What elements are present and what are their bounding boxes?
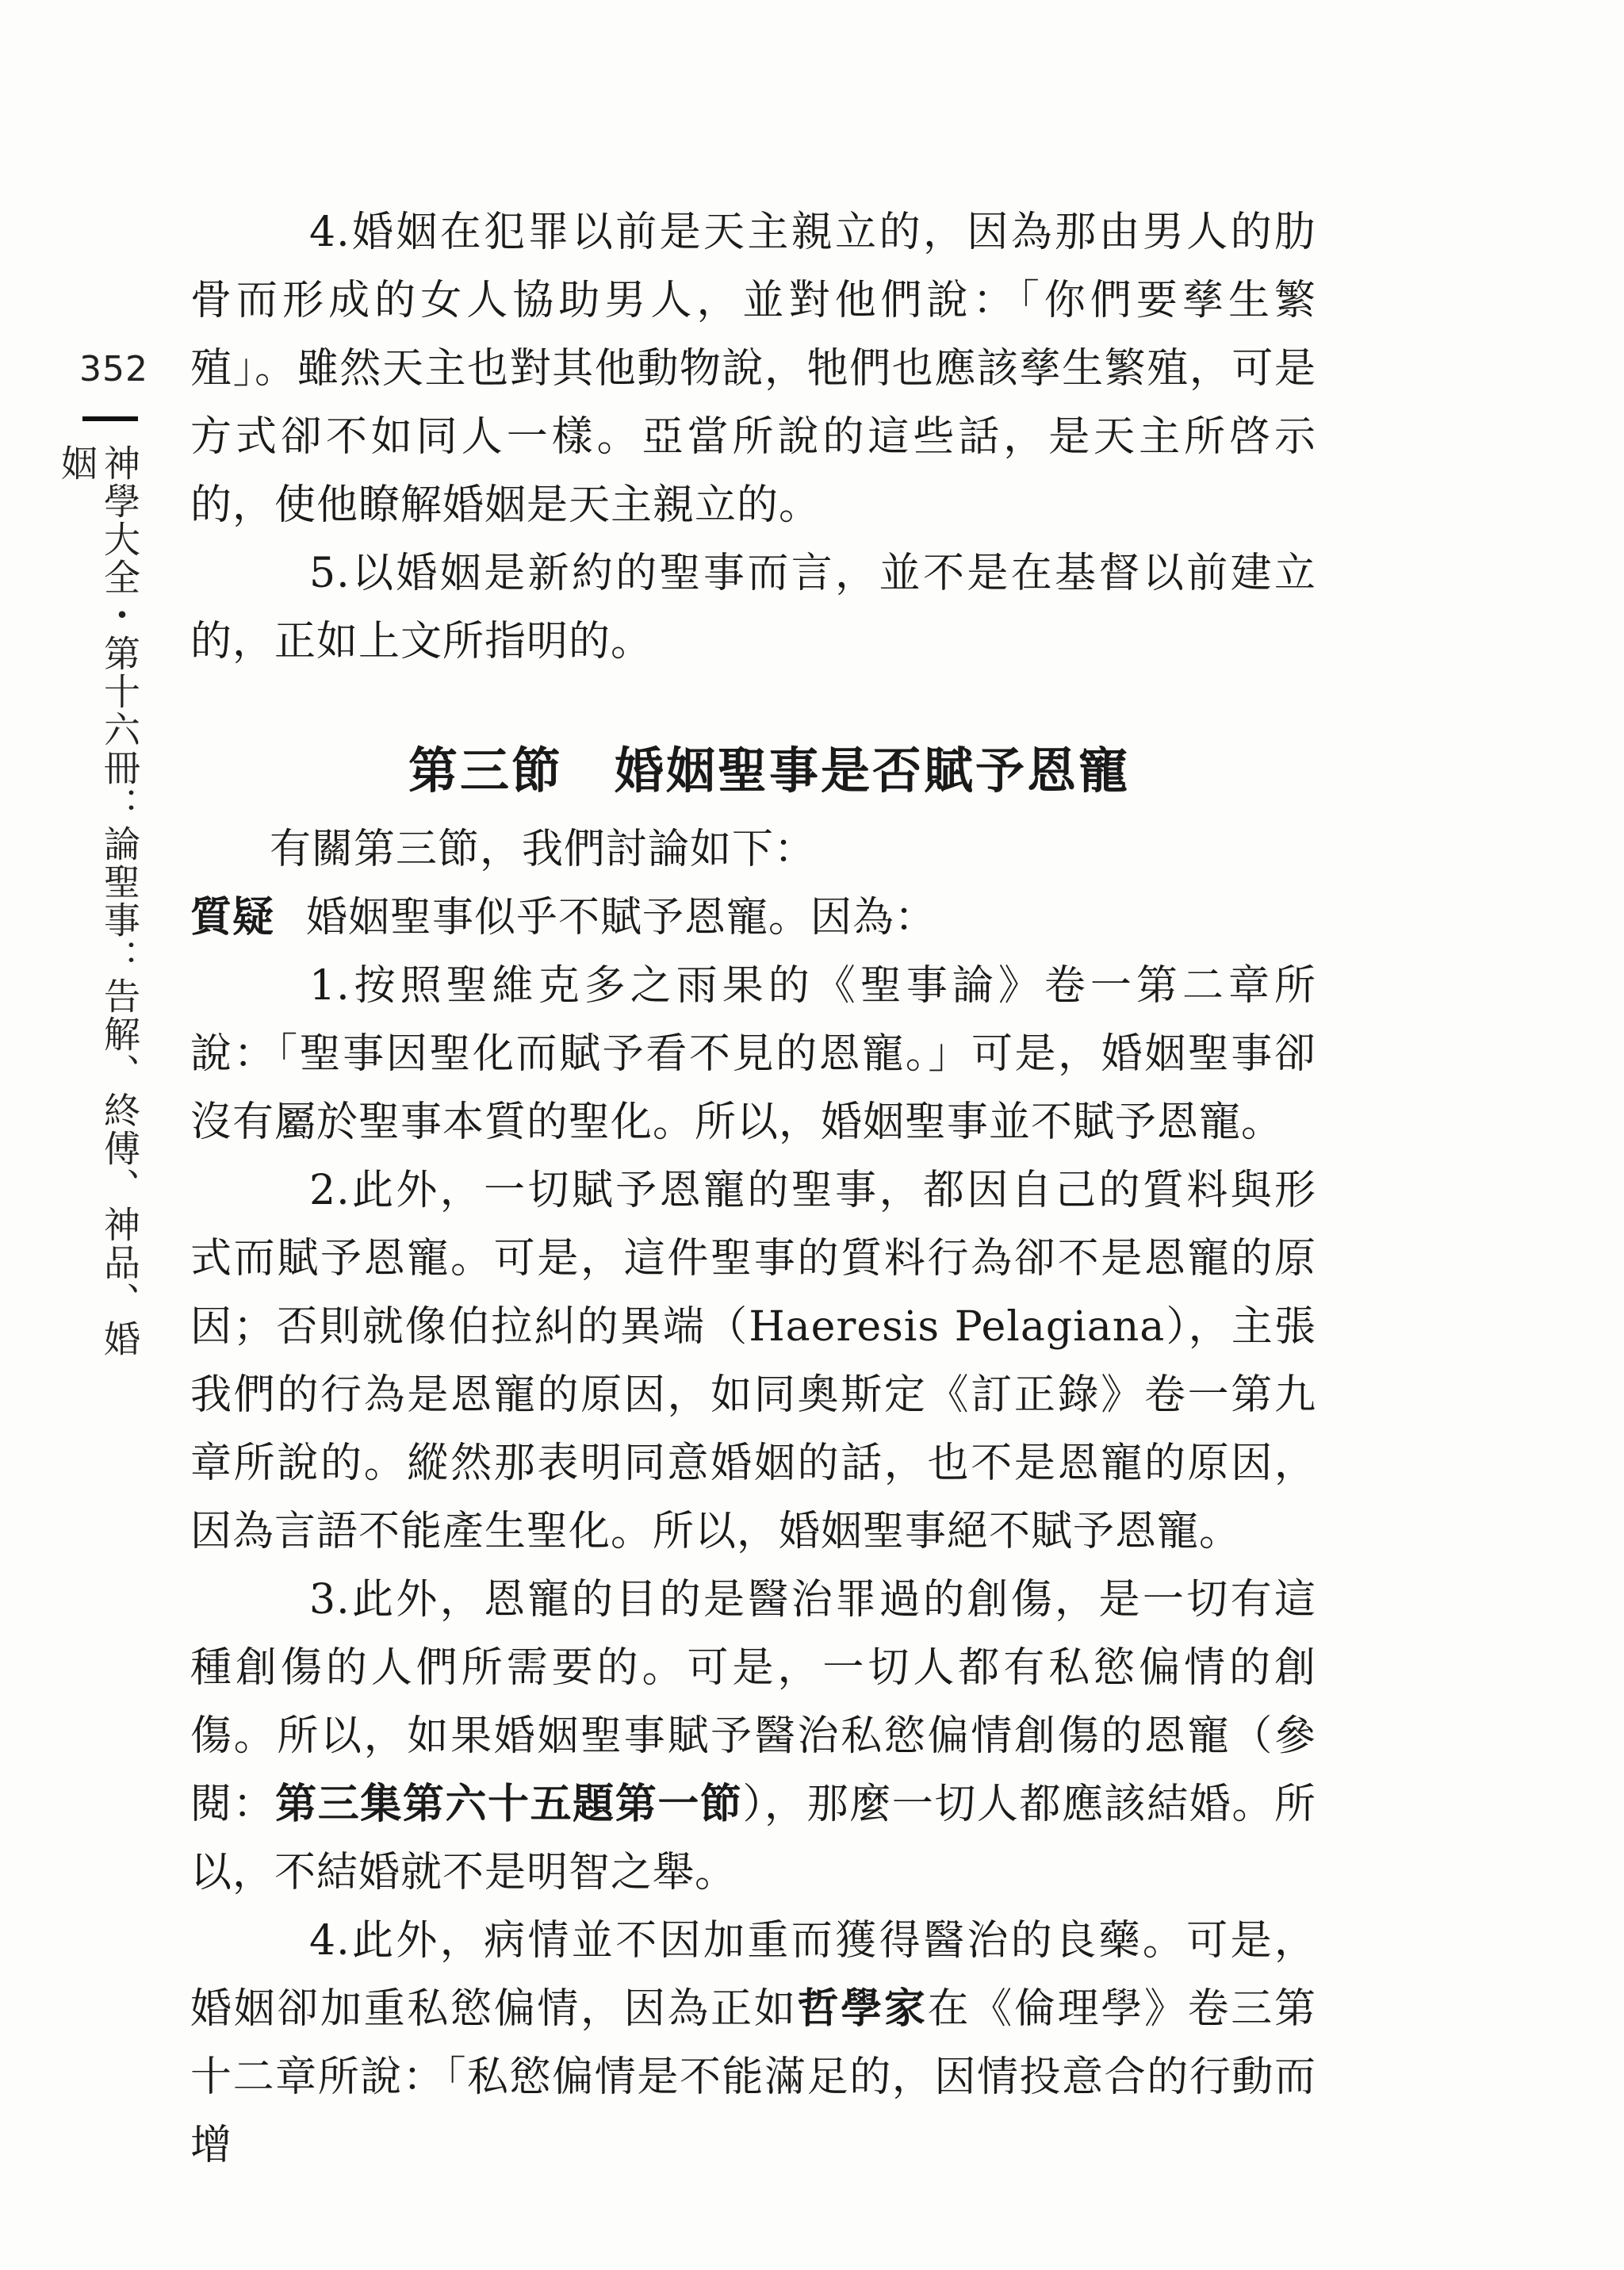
objection-4-part-b: 在《倫理學》卷三第十二章所說：「私慾偏情是不能滿足的，因情投意合的行動而增 — [190, 1985, 1316, 2169]
paragraph-intro-4: 4.婚姻在犯罪以前是天主親立的，因為那由男人的肋骨而形成的女人協助男人，並對他們說：「你們要孳生繁殖」。雖然天主也對其他動物說，牠們也應該孳生繁殖，可是方式卻不如同人一樣。亞當所說的這些話，是天主所啓示的，使他瞭解婚姻是天主親立的。 — [190, 209, 1316, 529]
paragraph-objection-3 — [190, 1566, 1316, 1907]
objection-4-philosopher: 哲學家 — [797, 1984, 928, 2033]
paragraph-objection-4 — [190, 1907, 1316, 2180]
running-head: 神學大全・第十六冊：論聖事：告解、終傅、神品、婚姻 — [56, 444, 141, 1358]
side-rule — [82, 416, 138, 421]
page-number: 352 — [79, 349, 148, 389]
paragraph-objection-2: 2.此外，一切賦予恩寵的聖事，都因自己的質料與形式而賦予恩寵。可是，這件聖事的質料行為卻不是恩寵的原因；否則就像伯拉糾的異端（Haeresis Pelagiana），主張我們的行為是恩寵的原因，如同奧斯定《訂正錄》卷一第九章所說的。縱然那表明同意婚姻的話，也不是恩寵的原因，因為言語不能產生聖化。所以，婚姻聖事絕不賦予恩寵。 — [190, 1167, 1316, 1555]
objection-3-part-b: ），那麼一切人都應該結婚。所以，不結婚就不是明智之舉。 — [190, 1781, 1316, 1896]
objection-label: 質疑 — [190, 893, 275, 941]
objection-3-reference: 第三集第六十五題第一節 — [275, 1780, 743, 1828]
objection-4-part-a: 4.此外，病情並不因加重而獲得醫治的良藥。可是，婚姻卻加重私慾偏情，因為正如 — [190, 1917, 1316, 2033]
objection-3-part-a: 3.此外，恩寵的目的是醫治罪過的創傷，是一切有這種創傷的人們所需要的。可是，一切人都有私慾偏情的創傷。所以，如果婚姻聖事賦予醫治私慾偏情創傷的恩寵（參閱： — [190, 1576, 1316, 1828]
section-title: 第三節 婚姻聖事是否賦予恩寵 — [408, 742, 1130, 799]
paragraph-objection-1: 1.按照聖維克多之雨果的《聖事論》卷一第二章所說：「聖事因聖化而賦予看不見的恩寵。」可是，婚姻聖事卻沒有屬於聖事本質的聖化。所以，婚姻聖事並不賦予恩寵。 — [190, 962, 1316, 1146]
main-text — [190, 198, 1316, 2180]
objection-text: 婚姻聖事似乎不賦予恩寵。因為： — [306, 894, 937, 941]
section-intro: 有關第三節，我們討論如下： — [270, 826, 817, 873]
objection-line — [190, 884, 1316, 952]
paragraph-intro-5: 5.以婚姻是新約的聖事而言，並不是在基督以前建立的，正如上文所指明的。 — [190, 550, 1316, 665]
